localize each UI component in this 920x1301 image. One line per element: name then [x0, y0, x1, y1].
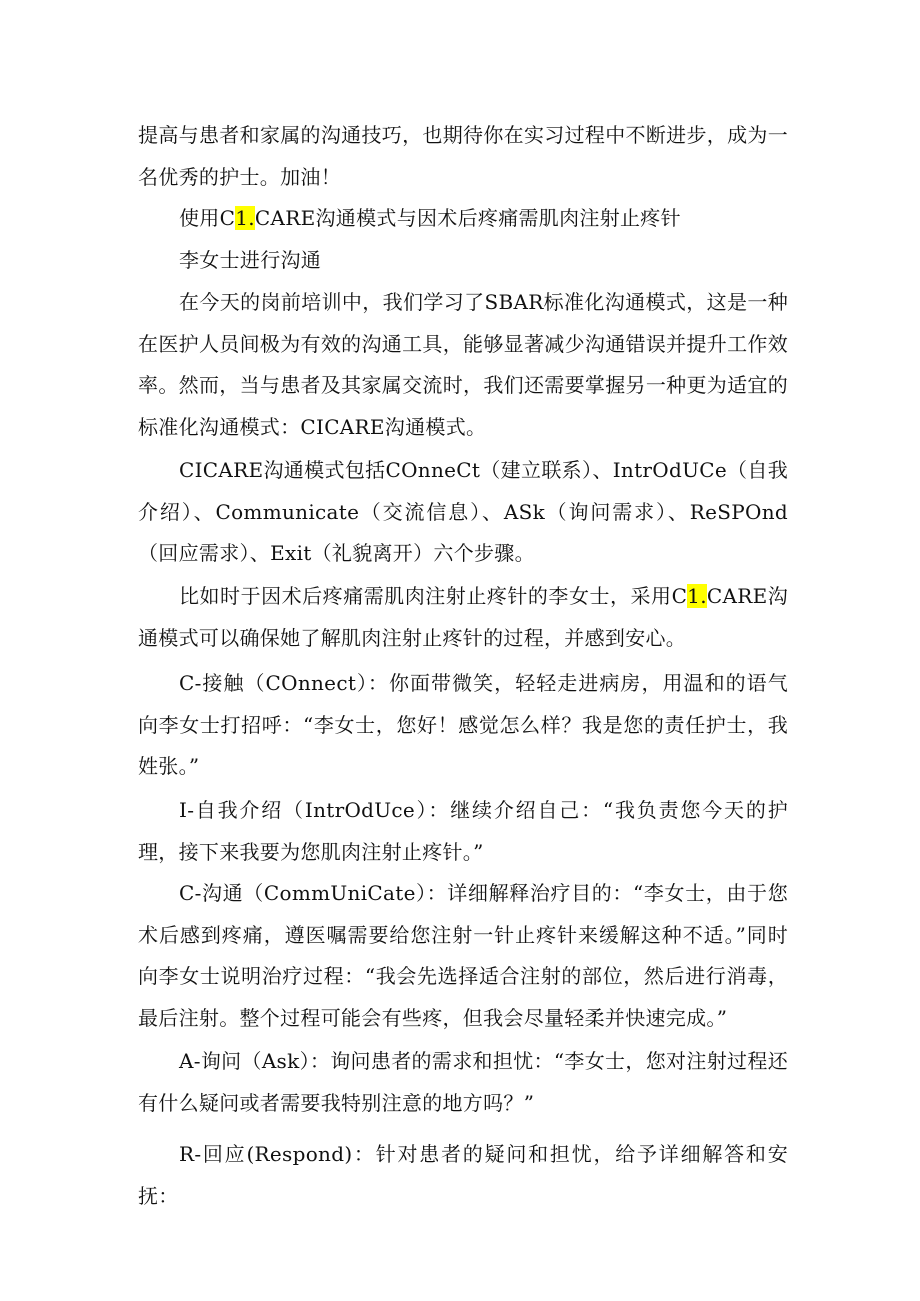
heading-text-after: CARE沟通模式与因术后疼痛需肌肉注射止疼针: [254, 206, 681, 230]
paragraph-closing: 提高与患者和家属的沟通技巧，也期待你在实习过程中不断进步，成为一名优秀的护士。加油！: [138, 123, 788, 189]
paragraph-example: [138, 576, 788, 659]
heading-text-before: 使用C: [179, 206, 236, 230]
highlighted-text: 1.: [235, 206, 255, 230]
paragraph-connect: C-接触（COnnect）：你面带微笑，轻轻走进病房，用温和的语气向李女士打招呼：“李女士，您好！感觉怎么样？我是您的责任护士，我姓张。”: [138, 671, 788, 778]
paragraph-intro: 在今天的岗前培训中，我们学习了SBAR标准化沟通模式，这是一种在医护人员间极为有效的沟通工具，能够显著减少沟通错误并提升工作效率。然而，当与患者及其家属交流时，我们还需要掌握另一种更为适宜的标准化沟通模式：CICARE沟通模式。: [138, 290, 788, 439]
paragraph-respond: R-回应(Respond)：针对患者的疑问和担忧，给予详细解答和安抚：: [138, 1142, 788, 1208]
example-text-before: 比如时于因术后疼痛需肌肉注射止疼针的李女士，采用C: [179, 584, 688, 608]
example-text-after: CARE沟通模式可以确保她了解肌肉注射止疼针的过程，并感到安心。: [138, 584, 788, 650]
paragraph-introduce: I-自我介绍（IntrOdUce）：继续介绍自己：“我负责您今天的护理，接下来我要为您肌肉注射止疼针。”: [138, 798, 788, 864]
section-heading-line-2: 李女士进行沟通: [179, 248, 322, 272]
paragraph-communicate: C-沟通（CommUniCate）：详细解释治疗目的：“李女士，由于您术后感到疼痛，遵医嘱需要给您注射一针止疼针来缓解这种不适。”同时向李女士说明治疗过程：“我会先选择适合注射的部位，然后进行消毒，最后注射。整个过程可能会有些疼，但我会尽量轻柔并快速完成。”: [138, 881, 788, 1030]
section-heading-line-1: [138, 198, 788, 240]
paragraph-ask: A-询问（Ask）：询问患者的需求和担忧：“李女士，您对注射过程还有什么疑问或者需要我特别注意的地方吗？”: [138, 1049, 788, 1115]
highlighted-text: 1.: [687, 584, 707, 608]
paragraph-cicare-steps: CICARE沟通模式包括COnneCt（建立联系）、IntrOdUCe（自我介绍）、Communicate（交流信息）、ASk（询问需求）、ReSPOnd（回应需求）、Exit（礼貌离开）六个步骤。: [138, 458, 788, 565]
